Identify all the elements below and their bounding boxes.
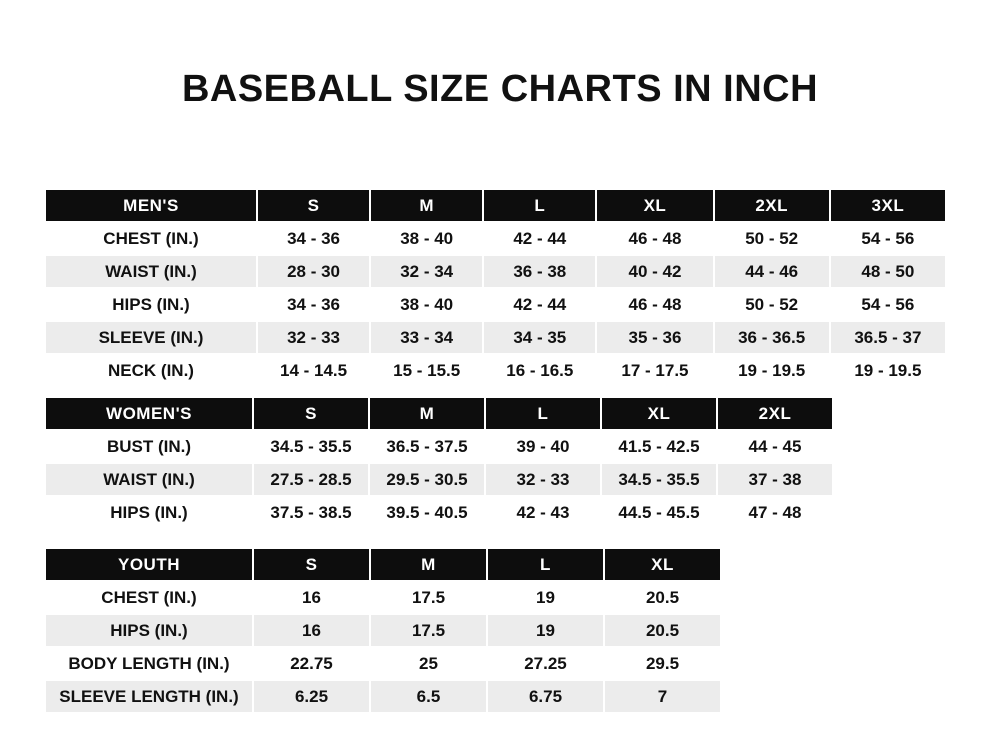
table-row [45,255,946,288]
cell-value: 17.5 [370,614,487,647]
cell-value: 42 - 44 [483,288,596,321]
table-row [45,463,833,496]
youth-header-label: YOUTH [45,548,253,581]
cell-value: 32 - 33 [257,321,370,354]
mens-header-xl: XL [596,189,713,222]
cell-value: 37.5 - 38.5 [253,496,369,529]
womens-table-header-row [45,397,833,430]
table-row [45,354,946,387]
row-label: HIPS (IN.) [45,614,253,647]
cell-value: 35 - 36 [596,321,713,354]
cell-value: 41.5 - 42.5 [601,430,717,463]
cell-value: 36.5 - 37 [830,321,946,354]
cell-value: 50 - 52 [714,288,830,321]
youth-header-l: L [487,548,604,581]
table-row [45,496,833,529]
cell-value: 16 - 16.5 [483,354,596,387]
mens-header-l: L [483,189,596,222]
row-label: BUST (IN.) [45,430,253,463]
table-row [45,321,946,354]
cell-value: 44 - 45 [717,430,833,463]
cell-value: 17 - 17.5 [596,354,713,387]
cell-value: 6.5 [370,680,487,713]
cell-value: 27.5 - 28.5 [253,463,369,496]
cell-value: 32 - 34 [370,255,483,288]
table-row [45,430,833,463]
cell-value: 44.5 - 45.5 [601,496,717,529]
cell-value: 34.5 - 35.5 [601,463,717,496]
womens-header-s: S [253,397,369,430]
cell-value: 20.5 [604,581,721,614]
row-label: HIPS (IN.) [45,288,257,321]
cell-value: 42 - 44 [483,222,596,255]
cell-value: 36 - 38 [483,255,596,288]
cell-value: 7 [604,680,721,713]
cell-value: 27.25 [487,647,604,680]
cell-value: 16 [253,581,370,614]
cell-value: 44 - 46 [714,255,830,288]
cell-value: 39.5 - 40.5 [369,496,485,529]
cell-value: 34.5 - 35.5 [253,430,369,463]
cell-value: 19 - 19.5 [714,354,830,387]
cell-value: 36 - 36.5 [714,321,830,354]
cell-value: 14 - 14.5 [257,354,370,387]
youth-table-header-row [45,548,721,581]
mens-header-m: M [370,189,483,222]
cell-value: 34 - 36 [257,288,370,321]
cell-value: 15 - 15.5 [370,354,483,387]
cell-value: 19 [487,614,604,647]
table-row [45,222,946,255]
cell-value: 38 - 40 [370,222,483,255]
row-label: BODY LENGTH (IN.) [45,647,253,680]
table-row [45,581,721,614]
table-row [45,614,721,647]
row-label: HIPS (IN.) [45,496,253,529]
mens-header-label: MEN'S [45,189,257,222]
cell-value: 54 - 56 [830,288,946,321]
cell-value: 19 [487,581,604,614]
womens-size-table [44,396,834,530]
mens-header-2xl: 2XL [714,189,830,222]
cell-value: 33 - 34 [370,321,483,354]
cell-value: 54 - 56 [830,222,946,255]
cell-value: 28 - 30 [257,255,370,288]
womens-header-xl: XL [601,397,717,430]
youth-header-xl: XL [604,548,721,581]
table-row [45,647,721,680]
youth-header-m: M [370,548,487,581]
table-row [45,680,721,713]
cell-value: 29.5 - 30.5 [369,463,485,496]
row-label: NECK (IN.) [45,354,257,387]
cell-value: 37 - 38 [717,463,833,496]
youth-size-table [44,547,722,714]
womens-header-l: L [485,397,601,430]
cell-value: 32 - 33 [485,463,601,496]
cell-value: 46 - 48 [596,222,713,255]
mens-header-3xl: 3XL [830,189,946,222]
row-label: CHEST (IN.) [45,222,257,255]
table-row [45,288,946,321]
cell-value: 29.5 [604,647,721,680]
row-label: SLEEVE LENGTH (IN.) [45,680,253,713]
row-label: SLEEVE (IN.) [45,321,257,354]
cell-value: 48 - 50 [830,255,946,288]
cell-value: 17.5 [370,581,487,614]
mens-header-s: S [257,189,370,222]
cell-value: 47 - 48 [717,496,833,529]
cell-value: 19 - 19.5 [830,354,946,387]
womens-header-2xl: 2XL [717,397,833,430]
page-title: BASEBALL SIZE CHARTS IN INCH [181,68,819,110]
youth-header-s: S [253,548,370,581]
row-label: CHEST (IN.) [45,581,253,614]
row-label: WAIST (IN.) [45,463,253,496]
mens-table-header-row [45,189,946,222]
cell-value: 39 - 40 [485,430,601,463]
cell-value: 20.5 [604,614,721,647]
cell-value: 6.25 [253,680,370,713]
cell-value: 22.75 [253,647,370,680]
cell-value: 34 - 35 [483,321,596,354]
cell-value: 34 - 36 [257,222,370,255]
cell-value: 16 [253,614,370,647]
row-label: WAIST (IN.) [45,255,257,288]
cell-value: 46 - 48 [596,288,713,321]
womens-header-label: WOMEN'S [45,397,253,430]
cell-value: 6.75 [487,680,604,713]
cell-value: 36.5 - 37.5 [369,430,485,463]
cell-value: 42 - 43 [485,496,601,529]
cell-value: 40 - 42 [596,255,713,288]
cell-value: 50 - 52 [714,222,830,255]
womens-header-m: M [369,397,485,430]
mens-size-table [44,188,947,388]
cell-value: 38 - 40 [370,288,483,321]
cell-value: 25 [370,647,487,680]
